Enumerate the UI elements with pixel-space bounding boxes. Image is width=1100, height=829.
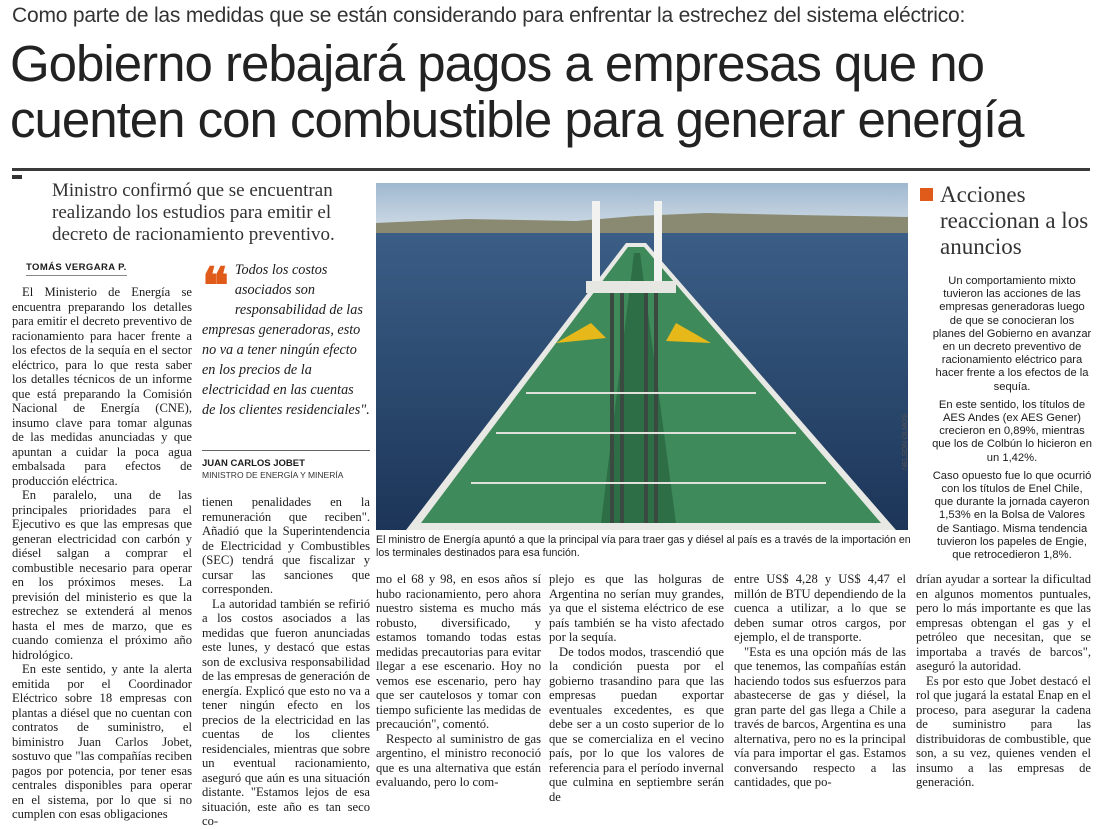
tanker-ship-illustration <box>376 183 908 530</box>
pull-quote-role: MINISTRO DE ENERGÍA Y MINERÍA <box>202 470 344 480</box>
byline: TOMÁS VERGARA P. <box>26 262 127 276</box>
paragraph: "Esta es una opción más de las que tenemos, las compañías están haciendo todos sus esfuerzos para abastecerse de gas y diésel, la gran parte del gas llega a Chile a través de barcos, Argentina es una alternativa, pero no es la principal vía para importar el gas. Estamos conversando respecto a las cantidades, que po- <box>734 644 906 789</box>
paragraph: En este sentido, los títulos de AES Andes (ex AES Gener) crecieron en 0,89%, mientras que los de Colbún lo hicieron en un 1,42%. <box>932 398 1092 464</box>
paragraph: mo el 68 y 98, en esos años sí hubo racionamiento, pero ahora nuestro sistema es mucho más robusto, diversificado, y estamos tomando todas estas medidas precautorias para evitar llegar a ese escenario. Hoy no vemos ese escenario, pero hay que ser cautelosos y tomar con tiempo suficiente las medidas de precaución", comentó. <box>376 572 541 731</box>
paragraph: En paralelo, una de las principales prioridades para el Ejecutivo es que las empresas que generan electricidad con carbón y diésel salgan a comprar el combustible necesario para operar en los próximos meses. La previsión del ministerio es que la estrechez se extenderá al menos hasta el mes de marzo, que es cuando comienza el próximo año hidrológico. <box>12 488 192 662</box>
pull-quote-rule <box>202 450 370 451</box>
paragraph: En este sentido, y ante la alerta emitida por el Coordinador Eléctrico sobre 18 empresas con plantas a diésel que no cuentan con contratos de suministro, el biministro Juan Carlos Jobet, sostuvo que "las compañías reciben pagos por potencia, por tener esas centrales disponibles para operar en el sistema, por lo que si no cumplen con esas obligaciones <box>12 662 192 821</box>
paragraph: Caso opuesto fue lo que ocurrió con los títulos de Enel Chile, que durante la jornada cayeron 1,53% en la Bolsa de Valores de Santiago. Misma tendencia tuvieron los papeles de Engie, que retrocedieron 1,8%. <box>932 469 1092 562</box>
paragraph: plejo es que las holguras de Argentina no serían muy grandes, ya que el sistema eléctrico de ese país también se ha visto afectado por la sequía. <box>549 572 724 644</box>
article-column-2 <box>202 495 370 829</box>
tanker-ship-photo <box>376 183 908 530</box>
paragraph: drían ayudar a sortear la dificultad en algunos momentos puntuales, pero lo más importante es que las empresas obtengan el gas y el petróleo que necesitan, que se importaba a través de barcos", aseguró la autoridad. <box>916 572 1091 673</box>
paragraph: Respecto al suministro de gas argentino, el ministro reconoció que es una alternativa que están evaluando, pero lo com- <box>376 731 541 789</box>
paragraph: La autoridad también se refirió a los costos asociados a las medidas que fueron anunciadas este lunes, y destacó que estas son de exclusiva responsabilidad de las empresas de generación de energía. Explicó que esto no va a tener ningún efecto en los precios de la electricidad en las cuentas de los clientes residenciales, mientras que sobre un eventual racionamiento, aseguró que aún es una situación distante. "Estamos lejos de esa situación, este año es tan seco co- <box>202 596 370 828</box>
paragraph: entre US$ 4,28 y US$ 4,47 el millón de BTU dependiendo de la cuenca a utilizar, a lo que se deben sumar otros cargos, por ejemplo, el de transporte. <box>734 572 906 644</box>
headline-rule <box>12 168 1090 171</box>
photo-caption: El ministro de Energía apuntó a que la principal vía para traer gas y diésel al país es a través de la importación en los terminales destinados para esa función. <box>376 534 911 559</box>
article-column-1 <box>12 285 192 822</box>
pull-quote <box>202 260 370 420</box>
article-column-4 <box>549 572 724 804</box>
sidebar-body <box>932 275 1092 567</box>
headline-line-1: Gobierno rebajará pagos a empresas que no <box>10 35 984 92</box>
sidebar-title: Acciones reaccionan a los anuncios <box>940 182 1089 259</box>
quote-mark-icon: ❝ <box>202 258 229 314</box>
paragraph: Es por esto que Jobet destacó el rol que jugará la estatal Enap en el proceso, para asegurar la cadena de suministro para las distribuidoras de combustible, que son, a su vez, quienes venden el insumo a las empresas de generación. <box>916 673 1091 789</box>
kicker: Como parte de las medidas que se están considerando para enfrentar la estrechez del sistema eléctrico: <box>12 4 966 27</box>
pull-quote-text: Todos los costos asociados son responsabilidad de las empresas generadoras, esto no va a tener ningún efecto en los precios de la electricidad en las cuentas de los clientes residenciales". <box>202 262 370 418</box>
subheadline: Ministro confirmó que se encuentran realizando los estudios para emitir el decreto de racionamiento preventivo. <box>52 180 335 245</box>
headline-line-2: cuenten con combustible para generar energía <box>10 91 1024 148</box>
article-column-6 <box>916 572 1091 790</box>
pull-quote-author: JUAN CARLOS JOBET <box>202 458 305 469</box>
paragraph: Un comportamiento mixto tuvieron las acciones de las empresas generadoras luego de que se conocieran los planes del Gobierno en avanzar en un decreto preventivo de racionamiento eléctrico para hacer frente a los efectos de la sequía. <box>932 275 1092 393</box>
subhead-marker <box>12 175 22 179</box>
paragraph: De todos modos, trascendió que la condición puesta por el gobierno trasandino para que las empresas puedan exportar eventuales excedentes, es que debe ser a un costo superior de lo que se comercializa en el vecino país, por lo que los valores de referencia para el período invernal que culmina en septiembre serán de <box>549 644 724 804</box>
sidebar-square-icon <box>920 188 933 201</box>
headline <box>10 36 1095 148</box>
article-column-5 <box>734 572 906 790</box>
photo-credit: NELSON OLMOS <box>902 413 909 470</box>
article-column-3 <box>376 572 541 790</box>
paragraph: tienen penalidades en la remuneración que reciben". Añadió que la Superintendencia de Electricidad y Combustibles (SEC) tendrá que fiscalizar y cursar las sanciones que corresponden. <box>202 495 370 596</box>
paragraph: El Ministerio de Energía se encuentra preparando los detalles para emitir el decreto preventivo de racionamiento para hacer frente a los efectos de la sequía en el sector eléctrico, para lo que resta saber los detalles técnicos de un informe que está preparando la Comisión Nacional de Energía (CNE), insumo clave para tomar algunas de las medidas anunciadas y que apuntan a cuidar la poca agua embalsada para efectos de producción eléctrica. <box>12 285 192 488</box>
